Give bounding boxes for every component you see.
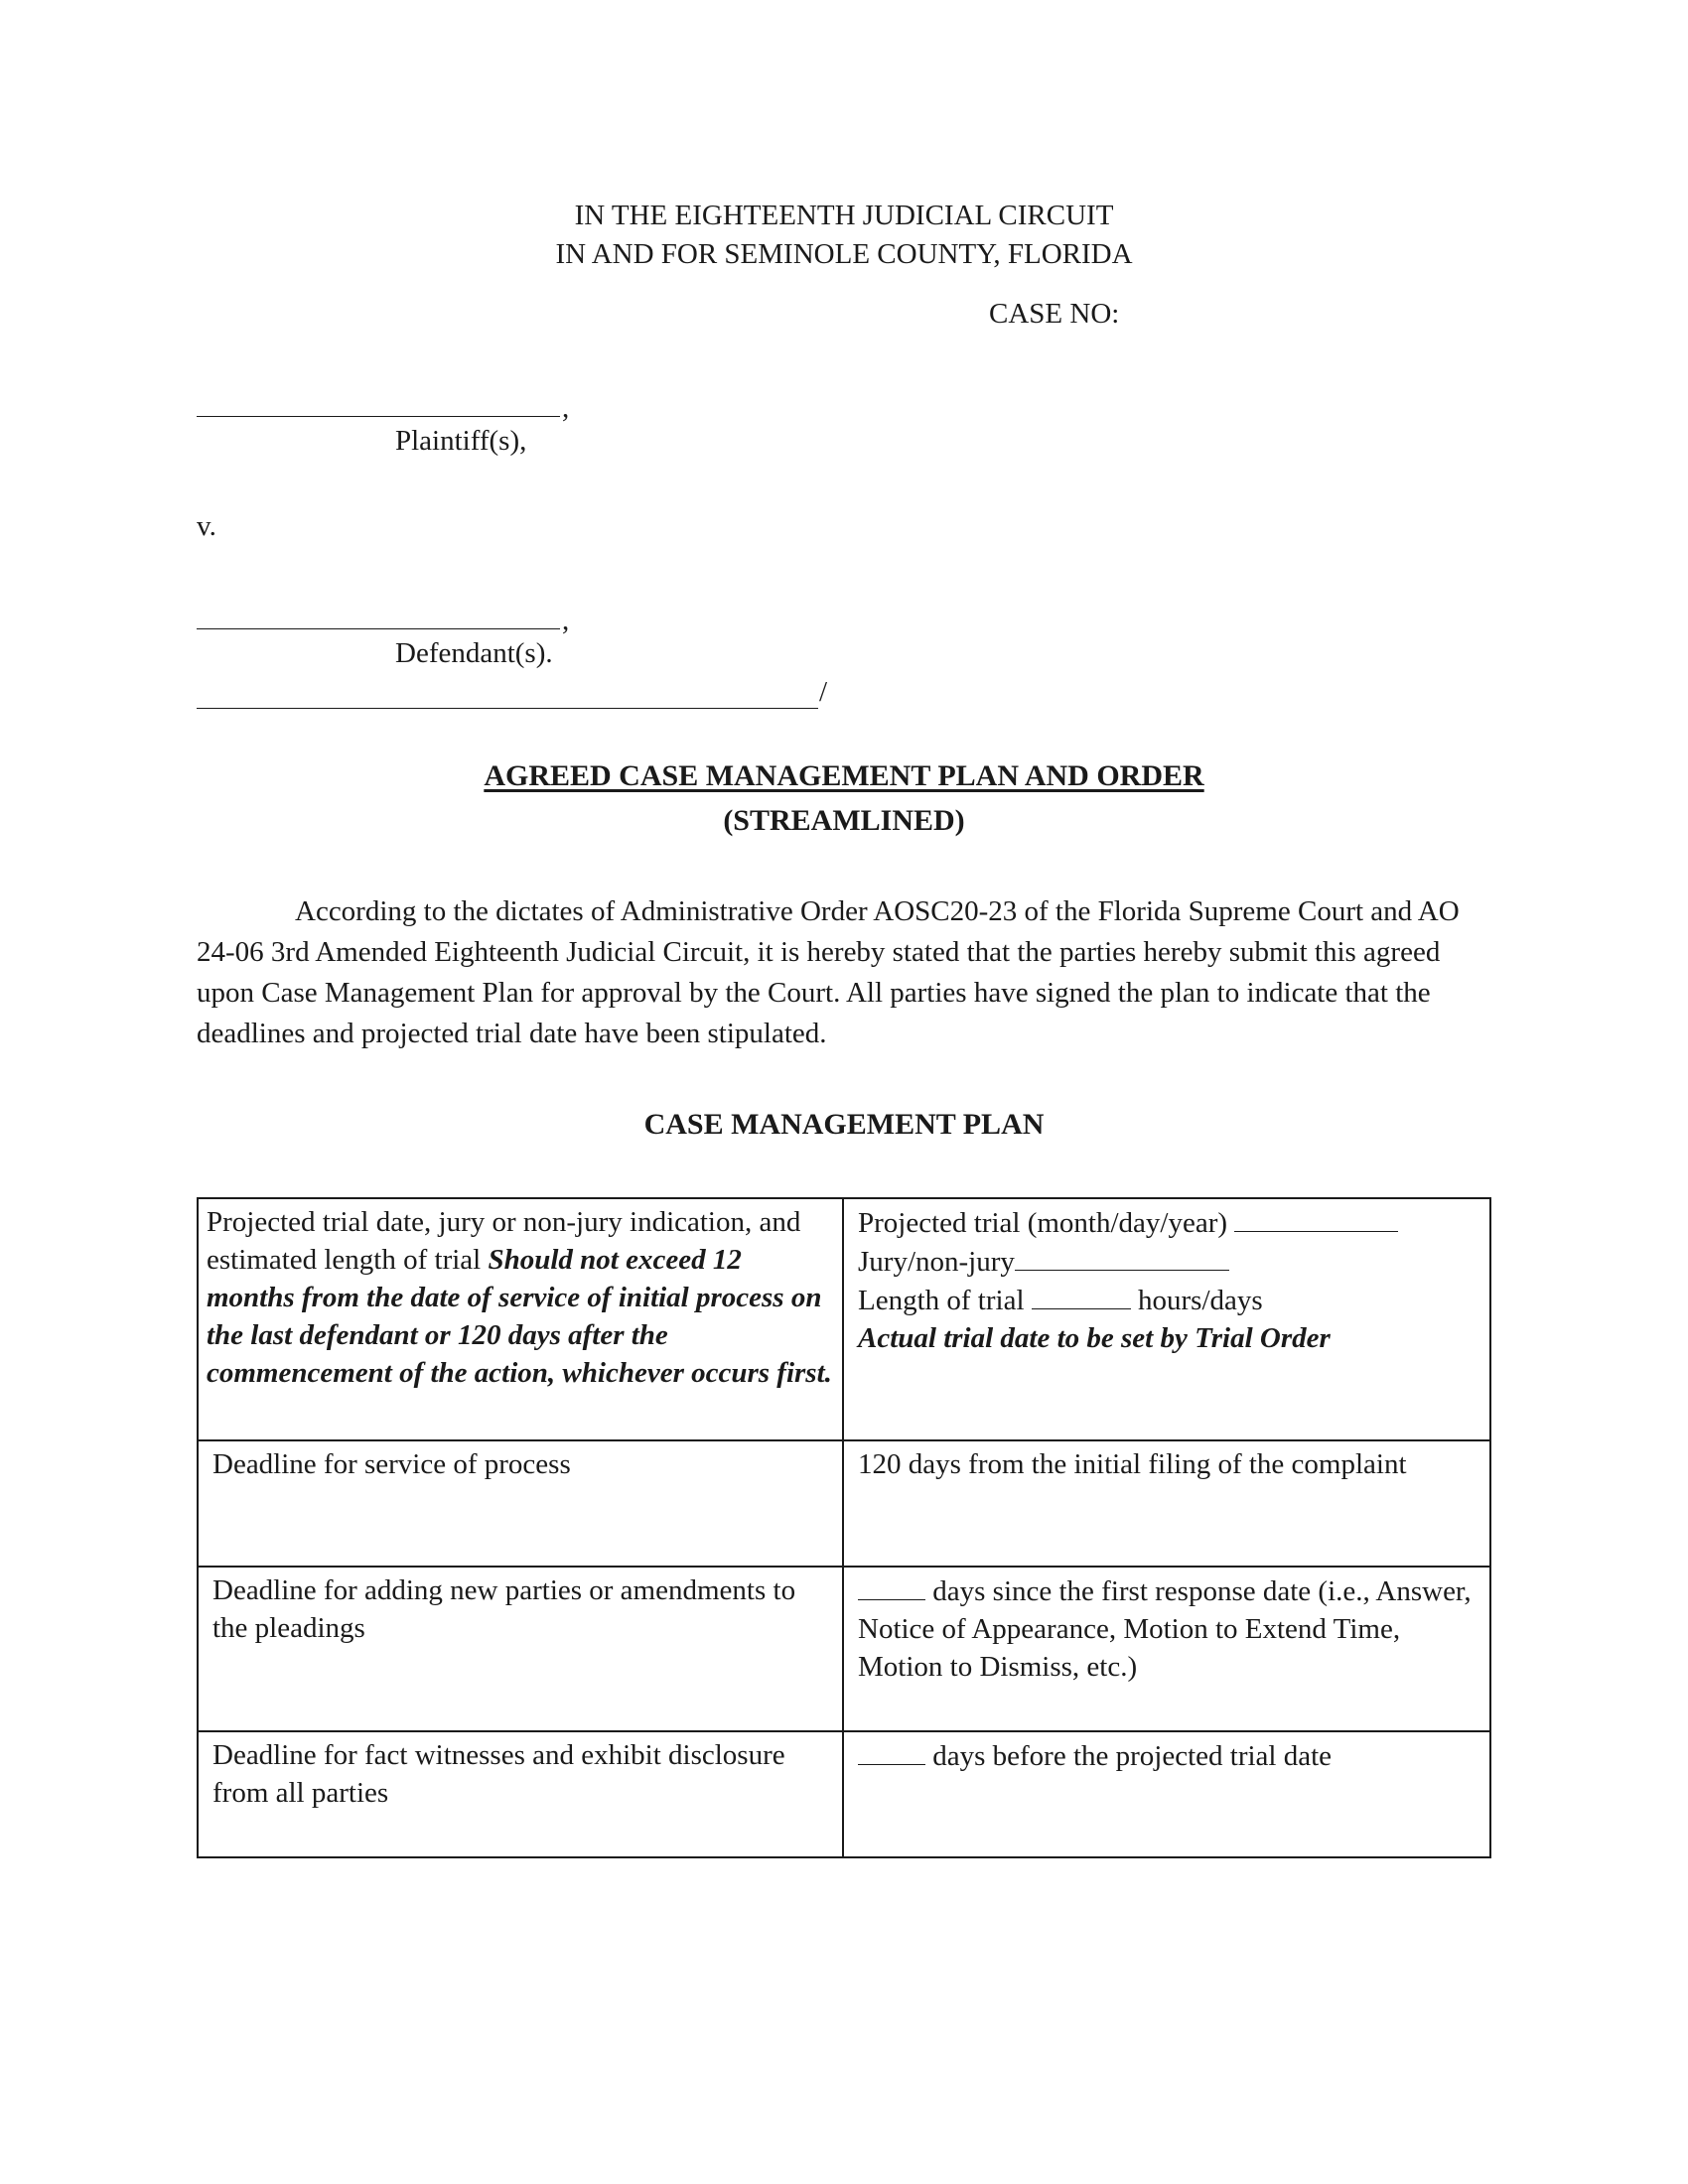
trial-limit-note: Should not exceed 12 months from the date of service of initial process on the last defendant or 120 days after the commencement of the action, whichever occurs first. bbox=[207, 1244, 832, 1389]
amendments-deadline-value-cell bbox=[843, 1567, 1490, 1731]
trial-info-label-cell bbox=[198, 1198, 843, 1440]
plaintiff-comma: , bbox=[562, 392, 570, 424]
amendments-days-field[interactable] bbox=[858, 1571, 925, 1600]
jury-label: Jury/non-jury bbox=[858, 1246, 1015, 1278]
amendments-deadline-text: days since the first response date (i.e., Answer, Notice of Appearance, Motion to Extend Time, Motion to Dismiss, etc.) bbox=[858, 1575, 1472, 1683]
intro-text: According to the dictates of Administrative Order AOSC20-23 of the Florida Supreme Court and AO 24-06 3rd Amended Eighteenth Judicial Circuit, it is hereby stated that the parties hereby submit this agreed upon Case Management Plan for approval by the Court. All parties have signed the plan to indicate that the deadlines and projected trial date have been stipulated. bbox=[197, 895, 1460, 1049]
document-subtitle: (STREAMLINED) bbox=[723, 804, 965, 837]
intro-paragraph bbox=[197, 891, 1487, 1054]
table-row bbox=[198, 1567, 1490, 1731]
trial-length-row bbox=[858, 1281, 1481, 1319]
document-title-text: AGREED CASE MANAGEMENT PLAN AND ORDER bbox=[484, 759, 1204, 792]
defendant-label: Defendant(s). bbox=[395, 637, 553, 669]
amendments-deadline-label-cell: Deadline for adding new parties or amendments to the pleadings bbox=[198, 1567, 843, 1731]
jury-row bbox=[858, 1242, 1481, 1281]
jury-selection-field[interactable] bbox=[1015, 1242, 1229, 1271]
trial-length-field[interactable] bbox=[1032, 1281, 1131, 1309]
versus-label: v. bbox=[197, 510, 216, 542]
disclosure-deadline-label-cell: Deadline for fact witnesses and exhibit disclosure from all parties bbox=[198, 1731, 843, 1857]
court-line-2: IN AND FOR SEMINOLE COUNTY, FLORIDA bbox=[555, 238, 1133, 270]
disclosure-days-field[interactable] bbox=[858, 1736, 925, 1765]
plan-heading: CASE MANAGEMENT PLAN bbox=[643, 1108, 1045, 1141]
trial-info-value-cell bbox=[843, 1198, 1490, 1440]
case-number-label: CASE NO: bbox=[989, 298, 1120, 330]
projected-trial-date-field[interactable] bbox=[1234, 1203, 1398, 1232]
table-row bbox=[198, 1731, 1490, 1857]
trial-order-note: Actual trial date to be set by Trial Order bbox=[858, 1322, 1331, 1354]
plaintiff-name-line bbox=[197, 416, 560, 417]
trial-length-label: Length of trial bbox=[858, 1285, 1025, 1316]
trial-info-label: Projected trial date, jury or non-jury indication, and estimated length of trial bbox=[207, 1206, 801, 1276]
projected-trial-label: Projected trial (month/day/year) bbox=[858, 1207, 1228, 1239]
court-line-1: IN THE EIGHTEENTH JUDICIAL CIRCUIT bbox=[574, 200, 1114, 231]
case-management-table bbox=[197, 1197, 1491, 1858]
defendant-comma: , bbox=[562, 605, 570, 636]
caption-slash: / bbox=[819, 676, 828, 708]
plaintiff-label: Plaintiff(s), bbox=[395, 425, 527, 457]
table-row bbox=[198, 1198, 1490, 1440]
service-deadline-label-cell: Deadline for service of process bbox=[198, 1440, 843, 1567]
defendant-name-line bbox=[197, 628, 560, 629]
document-title bbox=[0, 757, 1688, 795]
service-deadline-value-cell: 120 days from the initial filing of the complaint bbox=[843, 1440, 1490, 1567]
projected-trial-row bbox=[858, 1203, 1481, 1242]
table-row bbox=[198, 1440, 1490, 1567]
trial-length-unit: hours/days bbox=[1138, 1285, 1263, 1316]
disclosure-deadline-value-cell bbox=[843, 1731, 1490, 1857]
caption-closing-line bbox=[197, 708, 818, 709]
disclosure-deadline-text: days before the projected trial date bbox=[932, 1740, 1333, 1772]
